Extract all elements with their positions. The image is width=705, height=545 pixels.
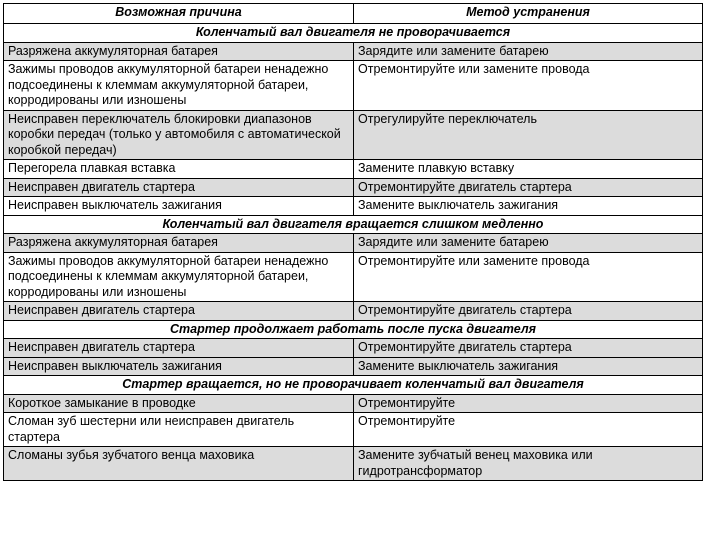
remedy-cell: Отремонтируйте или замените провода [354,61,703,111]
table-row [4,302,703,321]
remedy-cell: Отремонтируйте двигатель стартера [354,302,703,321]
table-row [4,160,703,179]
section-title: Коленчатый вал двигателя вращается слишком медленно [4,215,703,234]
section-header-row [4,24,703,43]
section-title: Коленчатый вал двигателя не проворачивается [4,24,703,43]
cause-cell: Сломан зуб шестерни или неисправен двигатель стартера [4,413,354,447]
section-header-row [4,376,703,395]
cause-cell: Разряжена аккумуляторная батарея [4,234,354,253]
remedy-cell: Замените выключатель зажигания [354,357,703,376]
cause-cell: Неисправен выключатель зажигания [4,357,354,376]
table-row [4,413,703,447]
troubleshooting-table [3,3,703,481]
cause-cell: Короткое замыкание в проводке [4,394,354,413]
remedy-cell: Зарядите или замените батарею [354,234,703,253]
cause-cell: Неисправен переключатель блокировки диапазонов коробки передач (только у автомобиля с автоматической коробкой передач) [4,110,354,160]
remedy-cell: Замените плавкую вставку [354,160,703,179]
cause-cell: Зажимы проводов аккумуляторной батареи ненадежно подсоединены к клеммам аккумуляторной батареи, корродированы или изношены [4,61,354,111]
remedy-cell: Отремонтируйте [354,413,703,447]
table-row [4,178,703,197]
table-row [4,42,703,61]
cause-cell: Разряжена аккумуляторная батарея [4,42,354,61]
remedy-cell: Отремонтируйте двигатель стартера [354,339,703,358]
remedy-cell: Отрегулируйте переключатель [354,110,703,160]
table-body [4,24,703,481]
table-row [4,357,703,376]
header-cause: Возможная причина [4,4,354,24]
section-header-row [4,320,703,339]
cause-cell: Сломаны зубья зубчатого венца маховика [4,447,354,481]
cause-cell: Неисправен двигатель стартера [4,178,354,197]
remedy-cell: Отремонтируйте [354,394,703,413]
cause-cell: Перегорела плавкая вставка [4,160,354,179]
table-row [4,339,703,358]
table-row [4,394,703,413]
cause-cell: Неисправен выключатель зажигания [4,197,354,216]
table-header-row [4,4,703,24]
section-title: Стартер продолжает работать после пуска двигателя [4,320,703,339]
remedy-cell: Отремонтируйте двигатель стартера [354,178,703,197]
remedy-cell: Отремонтируйте или замените провода [354,252,703,302]
remedy-cell: Зарядите или замените батарею [354,42,703,61]
table-row [4,197,703,216]
cause-cell: Зажимы проводов аккумуляторной батареи ненадежно подсоединены к клеммам аккумуляторной батареи, корродированы или изношены [4,252,354,302]
section-header-row [4,215,703,234]
table-row [4,252,703,302]
table-row [4,61,703,111]
section-title: Стартер вращается, но не проворачивает коленчатый вал двигателя [4,376,703,395]
troubleshooting-table-container [3,3,702,481]
header-remedy: Метод устранения [354,4,703,24]
remedy-cell: Замените зубчатый венец маховика или гидротрансформатор [354,447,703,481]
cause-cell: Неисправен двигатель стартера [4,339,354,358]
cause-cell: Неисправен двигатель стартера [4,302,354,321]
remedy-cell: Замените выключатель зажигания [354,197,703,216]
table-row [4,234,703,253]
table-row [4,110,703,160]
table-row [4,447,703,481]
